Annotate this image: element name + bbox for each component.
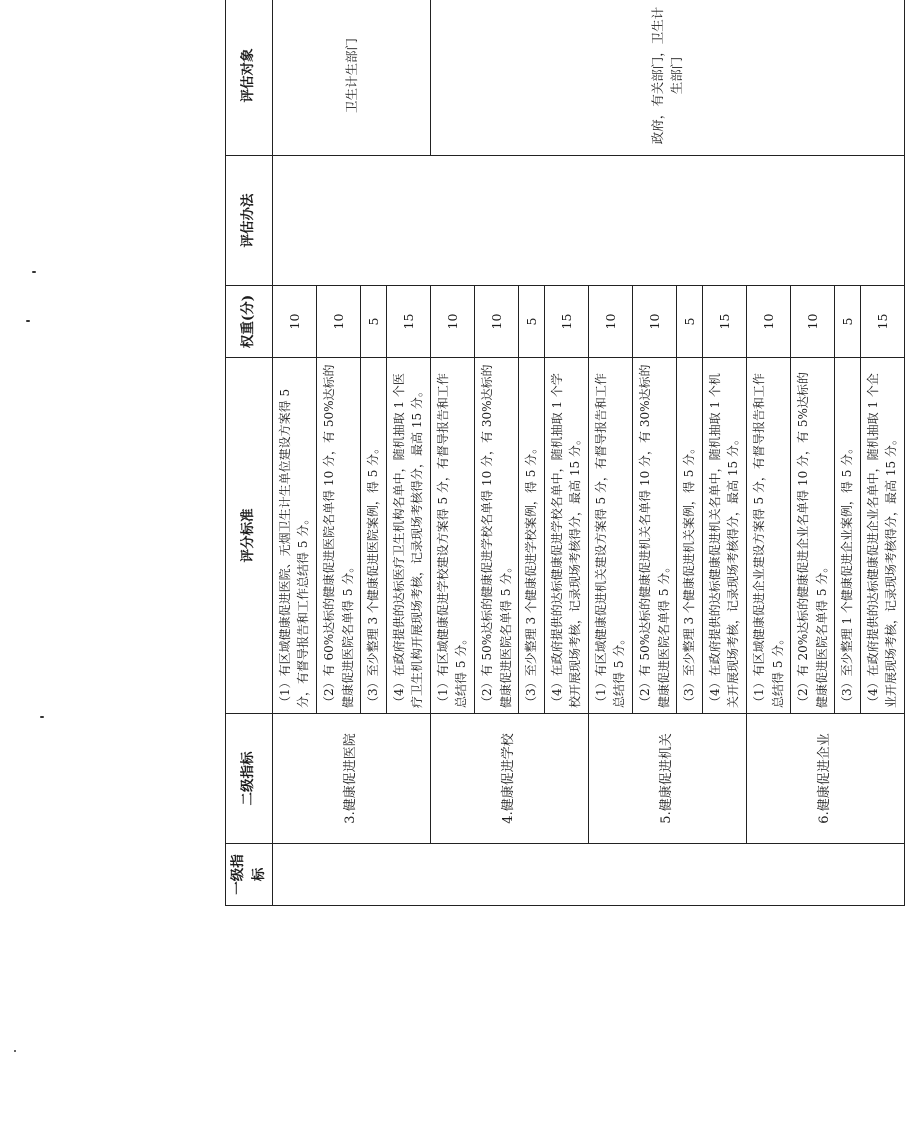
header-weight: 权重(分) [226, 286, 273, 358]
standard-cell: （3）至少整理 3 个健康促进医院案例，得 5 分。 [361, 358, 387, 714]
header-level1: 一级指标 [226, 844, 273, 906]
standard-cell: （2）有 50%达标的健康促进机关名单得 10 分，有 30%达标的健康促进医院名单得 5 分。 [633, 358, 677, 714]
level2-cell: 6.健康促进企业 [746, 714, 904, 844]
weight-cell: 10 [475, 286, 519, 358]
header-row [226, 0, 273, 906]
standard-cell: （2）有 60%达标的健康促进医院名单得 10 分，有 50%达标的健康促进医院名单得 5 分。 [317, 358, 361, 714]
standard-cell: （3）至少整理 3 个健康促进学校案例，得 5 分。 [519, 358, 545, 714]
target-cell: 政府，有关部门，卫生计生部门 [430, 0, 904, 156]
scan-speck [40, 716, 44, 718]
weight-cell: 15 [386, 286, 430, 358]
header-standard: 评分标准 [226, 358, 273, 714]
weight-cell: 5 [361, 286, 387, 358]
target-cell: 卫生计生部门 [272, 0, 430, 156]
level2-cell: 5.健康促进机关 [588, 714, 746, 844]
level1-cell [272, 844, 904, 906]
standard-cell: （2）有 20%达标的健康促进企业名单得 10 分，有 5%达标的健康促进医院名单得 5 分。 [791, 358, 835, 714]
standard-cell: （1）有区域健康促进企业建设方案得 5 分，有督导报告和工作总结得 5 分。 [746, 358, 790, 714]
standard-cell: （1）有区域健康促进医院、无烟卫生计生单位建设方案得 5 分，有督导报告和工作总结得 5 分。 [272, 358, 316, 714]
weight-cell: 5 [835, 286, 861, 358]
standard-cell: （4）在政府提供的达标健康促进企业名单中，随机抽取 1 个企业开展现场考核，记录现场考核得分，最高 15 分。 [860, 358, 904, 714]
weight-cell: 10 [588, 286, 632, 358]
weight-cell: 10 [633, 286, 677, 358]
weight-cell: 15 [544, 286, 588, 358]
weight-cell: 10 [746, 286, 790, 358]
standard-cell: （3）至少整理 1 个健康促进企业案例，得 5 分。 [835, 358, 861, 714]
standard-cell: （4）在政府提供的达标健康促进机关名单中，随机抽取 1 个机关开展现场考核，记录现场考核得分，最高 15 分。 [702, 358, 746, 714]
level2-cell: 3.健康促进医院 [272, 714, 430, 844]
header-level2: 二级指标 [226, 714, 273, 844]
weight-cell: 15 [860, 286, 904, 358]
header-method: 评估办法 [226, 156, 273, 286]
standard-cell: （1）有区域健康促进机关建设方案得 5 分，有督导报告和工作总结得 5 分。 [588, 358, 632, 714]
weight-cell: 5 [519, 286, 545, 358]
level2-cell: 4.健康促进学校 [430, 714, 588, 844]
scan-speck [14, 1050, 16, 1052]
scan-speck [32, 271, 36, 273]
standard-cell: （3）至少整理 3 个健康促进机关案例，得 5 分。 [677, 358, 703, 714]
weight-cell: 10 [791, 286, 835, 358]
scoring-table [225, 0, 905, 906]
weight-cell: 10 [317, 286, 361, 358]
weight-cell: 15 [702, 286, 746, 358]
table-row [272, 0, 316, 906]
standard-cell: （4）在政府提供的达标健康促进学校名单中，随机抽取 1 个学校开展现场考核，记录现场考核得分，最高 15 分。 [544, 358, 588, 714]
standard-cell: （1）有区域健康促进学校建设方案得 5 分，有督导报告和工作总结得 5 分。 [430, 358, 474, 714]
method-cell [272, 156, 904, 286]
weight-cell: 5 [677, 286, 703, 358]
weight-cell: 10 [430, 286, 474, 358]
standard-cell: （2）有 50%达标的健康促进学校名单得 10 分，有 30%达标的健康促进医院名单得 5 分。 [475, 358, 519, 714]
rotated-scoring-table [225, 0, 905, 906]
standard-cell: （4）在政府提供的达标医疗卫生机构名单中，随机抽取 1 个医疗卫生机构开展现场考核，记录现场考核得分，最高 15 分。 [386, 358, 430, 714]
scan-speck [26, 320, 30, 322]
weight-cell: 10 [272, 286, 316, 358]
header-target: 评估对象 [226, 0, 273, 156]
table-row [430, 0, 474, 906]
